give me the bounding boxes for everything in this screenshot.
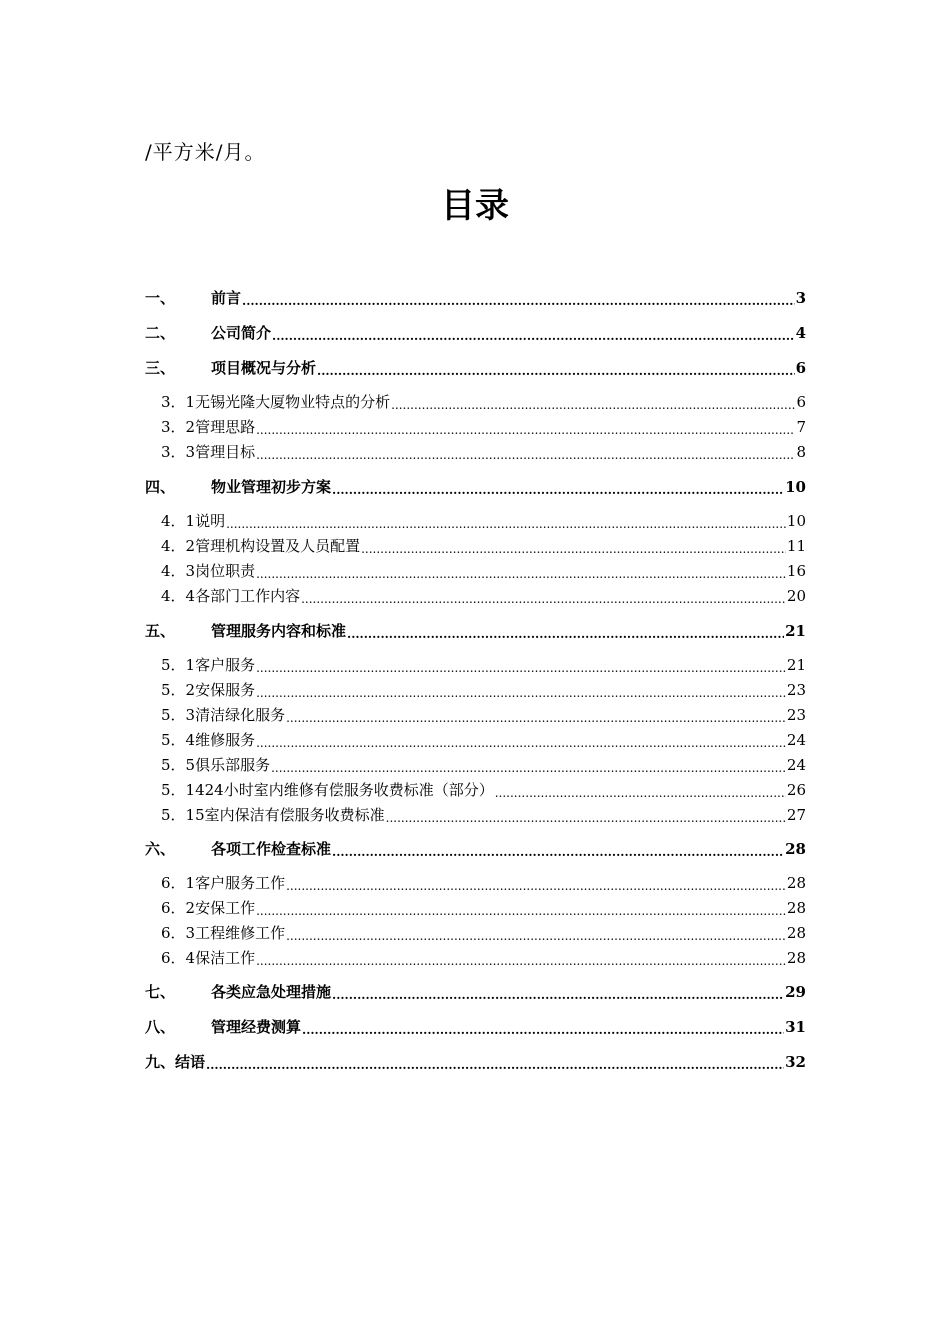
toc-page-number: 6	[795, 359, 806, 377]
toc-section-entry[interactable]	[145, 921, 806, 943]
toc-dot-leader	[495, 780, 786, 800]
toc-dot-leader	[206, 1052, 784, 1072]
toc-page-number: 24	[786, 756, 806, 774]
toc-entry-title: 清洁绿化服务	[195, 706, 286, 724]
toc-chapter-entry[interactable]	[145, 356, 806, 378]
toc-entry-number: 九、	[145, 1053, 176, 1071]
toc-entry-number: 4．3	[161, 562, 196, 580]
toc-chapter-entry[interactable]	[145, 837, 806, 859]
toc-entry-number: 3．3	[161, 443, 196, 461]
toc-entry-title: 说明	[195, 512, 226, 530]
toc-dot-leader	[256, 561, 786, 581]
toc-dot-leader	[301, 586, 786, 606]
toc-entry-title: 物业管理初步方案	[211, 478, 332, 496]
toc-entry-number: 4．2	[161, 537, 196, 555]
toc-page-number: 10	[786, 512, 806, 530]
toc-entry-title: 各类应急处理措施	[211, 983, 332, 1001]
toc-entry-title: 24小时室内维修有偿服务收费标准（部分）	[204, 781, 494, 799]
toc-dot-leader	[302, 1017, 784, 1037]
toc-entry-number: 4．1	[161, 512, 196, 530]
toc-page-number: 32	[785, 1053, 806, 1071]
carry-over-text: /平方米/月。	[145, 140, 266, 164]
toc-dot-leader	[391, 392, 795, 412]
toc-dot-leader	[317, 358, 795, 378]
toc-page-number: 28	[786, 899, 806, 917]
toc-entry-title: 客户服务	[195, 656, 256, 674]
toc-section-entry[interactable]	[145, 415, 806, 437]
toc-dot-leader	[386, 805, 786, 825]
toc-page-number: 26	[786, 781, 806, 799]
toc-entry-title: 公司简介	[211, 324, 272, 342]
toc-entry-number: 七、	[145, 983, 176, 1001]
toc-entry-number: 五、	[145, 622, 176, 640]
toc-entry-title: 室内保洁有偿服务收费标准	[204, 806, 385, 824]
toc-entry-number: 3．1	[161, 393, 196, 411]
toc-section-entry[interactable]	[145, 390, 806, 412]
toc-section-entry[interactable]	[145, 653, 806, 675]
toc-entry-title: 管理机构设置及人员配置	[195, 537, 361, 555]
toc-dot-leader	[226, 511, 786, 531]
toc-section-entry[interactable]	[145, 871, 806, 893]
toc-entry-number: 八、	[145, 1018, 176, 1036]
toc-section-entry[interactable]	[145, 584, 806, 606]
toc-chapter-entry[interactable]	[145, 321, 806, 343]
toc-entry-number: 5．4	[161, 731, 196, 749]
toc-entry-number: 6．2	[161, 899, 196, 917]
toc-entry-number: 3．2	[161, 418, 196, 436]
toc-section-entry[interactable]	[145, 678, 806, 700]
toc-page-number: 21	[786, 656, 806, 674]
toc-dot-leader	[256, 442, 795, 462]
toc-entry-title: 保洁工作	[195, 949, 256, 967]
toc-dot-leader	[332, 982, 784, 1002]
toc-section-entry[interactable]	[145, 946, 806, 968]
toc-page-number: 23	[786, 681, 806, 699]
toc-entry-number: 二、	[145, 324, 176, 342]
toc-entry-number: 5．1	[161, 656, 196, 674]
toc-entry-title: 管理服务内容和标准	[211, 622, 347, 640]
toc-chapter-entry[interactable]	[145, 1015, 806, 1037]
toc-chapter-entry[interactable]	[145, 619, 806, 641]
toc-entry-title: 结语	[175, 1053, 206, 1071]
toc-entry-title: 前言	[211, 289, 242, 307]
toc-title: 目录	[441, 186, 509, 226]
toc-entry-title: 无锡光隆大厦物业特点的分析	[195, 393, 391, 411]
toc-page-number: 28	[785, 840, 806, 858]
toc-section-entry[interactable]	[145, 534, 806, 556]
toc-section-entry[interactable]	[145, 440, 806, 462]
toc-entry-title: 安保工作	[195, 899, 256, 917]
toc-page-number: 8	[796, 443, 806, 461]
toc-entry-number: 6．1	[161, 874, 196, 892]
toc-entry-number: 六、	[145, 840, 176, 858]
toc-entry-number: 一、	[145, 289, 176, 307]
toc-dot-leader	[256, 417, 795, 437]
toc-section-entry[interactable]	[145, 559, 806, 581]
toc-page-number: 10	[785, 478, 806, 496]
toc-entry-title: 各部门工作内容	[195, 587, 301, 605]
toc-entry-title: 安保服务	[195, 681, 256, 699]
toc-entry-number: 5．3	[161, 706, 196, 724]
toc-dot-leader	[242, 288, 795, 308]
toc-entry-title: 维修服务	[195, 731, 256, 749]
toc-page-number: 11	[786, 537, 806, 555]
toc-page-number: 20	[786, 587, 806, 605]
toc-dot-leader	[256, 730, 786, 750]
toc-entry-number: 5．5	[161, 756, 196, 774]
toc-entry-number: 三、	[145, 359, 176, 377]
toc-section-entry[interactable]	[145, 896, 806, 918]
toc-section-entry[interactable]	[145, 703, 806, 725]
toc-page-number: 28	[786, 874, 806, 892]
toc-page-number: 31	[785, 1018, 806, 1036]
toc-section-entry[interactable]	[145, 778, 806, 800]
toc-entry-number: 四、	[145, 478, 176, 496]
toc-page-number: 24	[786, 731, 806, 749]
toc-chapter-entry[interactable]	[145, 286, 806, 308]
toc-section-entry[interactable]	[145, 728, 806, 750]
toc-dot-leader	[286, 705, 786, 725]
toc-section-entry[interactable]	[145, 509, 806, 531]
toc-page-number: 27	[786, 806, 806, 824]
toc-entry-number: 5．2	[161, 681, 196, 699]
toc-page-number: 28	[786, 949, 806, 967]
toc-dot-leader	[256, 948, 786, 968]
toc-dot-leader	[332, 477, 784, 497]
toc-entry-number: 6．3	[161, 924, 196, 942]
toc-entry-title: 管理思路	[195, 418, 256, 436]
toc-entry-title: 项目概况与分析	[211, 359, 317, 377]
toc-page-number: 21	[785, 622, 806, 640]
toc-section-entry[interactable]	[145, 753, 806, 775]
toc-chapter-entry[interactable]	[145, 980, 806, 1002]
toc-entry-title: 客户服务工作	[195, 874, 286, 892]
toc-dot-leader	[256, 898, 786, 918]
toc-page-number: 6	[796, 393, 806, 411]
toc-dot-leader	[286, 873, 786, 893]
toc-page-number: 3	[795, 289, 806, 307]
toc-dot-leader	[332, 839, 784, 859]
toc-entry-title: 管理经费测算	[211, 1018, 302, 1036]
toc-dot-leader	[286, 923, 786, 943]
toc-dot-leader	[272, 323, 795, 343]
toc-page-number: 16	[786, 562, 806, 580]
toc-entry-number: 5．14	[161, 781, 205, 799]
toc-entry-number: 4．4	[161, 587, 196, 605]
toc-entry-title: 各项工作检查标准	[211, 840, 332, 858]
toc-entry-title: 岗位职责	[195, 562, 256, 580]
toc-entry-title: 工程维修工作	[195, 924, 286, 942]
toc-dot-leader	[256, 655, 786, 675]
toc-chapter-entry[interactable]	[145, 1050, 806, 1072]
toc-entry-number: 5．15	[161, 806, 205, 824]
toc-page-number: 28	[786, 924, 806, 942]
toc-page-number: 23	[786, 706, 806, 724]
toc-section-entry[interactable]	[145, 803, 806, 825]
toc-dot-leader	[347, 621, 784, 641]
toc-dot-leader	[361, 536, 786, 556]
toc-entry-title: 管理目标	[195, 443, 256, 461]
toc-entry-number: 6．4	[161, 949, 196, 967]
toc-dot-leader	[256, 680, 786, 700]
toc-page-number: 7	[796, 418, 806, 436]
toc-chapter-entry[interactable]	[145, 475, 806, 497]
toc-dot-leader	[271, 755, 786, 775]
toc-page-number: 29	[785, 983, 806, 1001]
toc-page-number: 4	[795, 324, 806, 342]
toc-entry-title: 俱乐部服务	[195, 756, 271, 774]
